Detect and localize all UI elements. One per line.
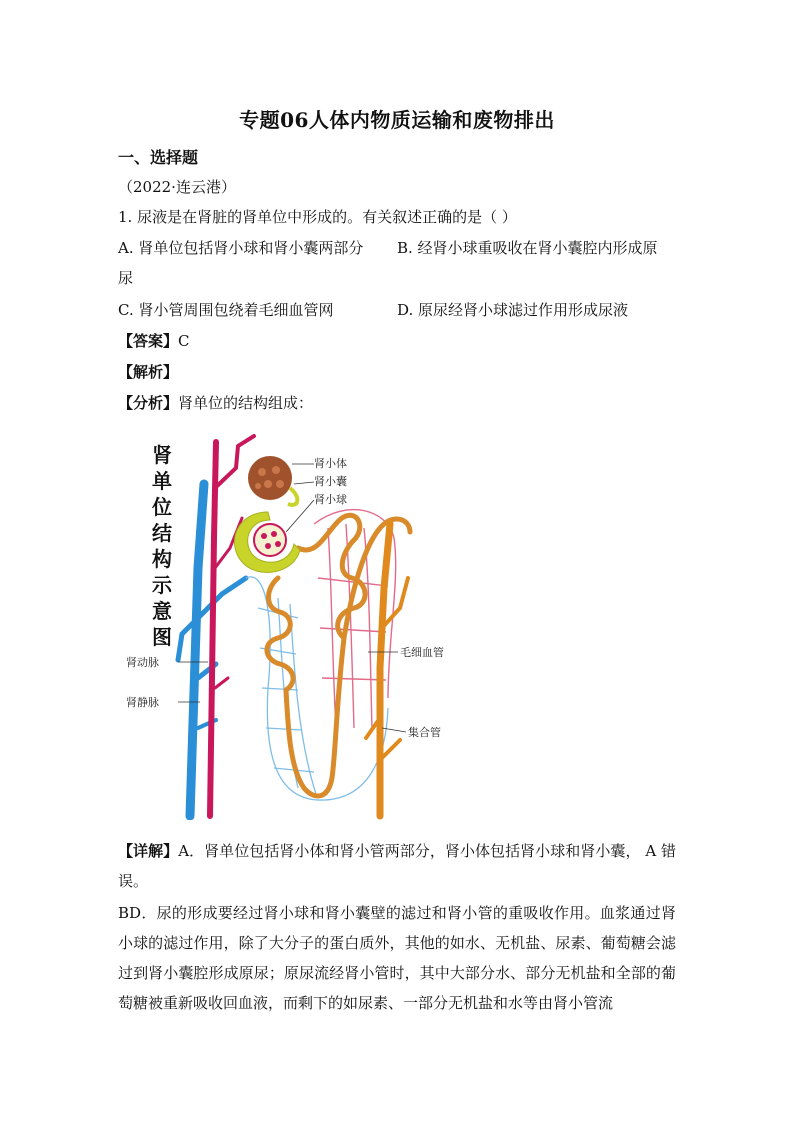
diagram-title-char: 单 bbox=[152, 469, 172, 493]
option-d: D. 原尿经肾小球滤过作用形成尿液 bbox=[397, 301, 629, 319]
answer-line bbox=[118, 331, 190, 351]
option-b-continued: 尿 bbox=[118, 269, 134, 287]
diagram-title-char: 位 bbox=[152, 495, 172, 519]
diagram-title-char: 肾 bbox=[152, 443, 172, 467]
diagram-title-char: 意 bbox=[152, 599, 172, 623]
capillary-network bbox=[246, 577, 388, 800]
detail-paragraph-bd: BD．尿的形成要经过肾小球和肾小囊壁的滤过和肾小管的重吸收作用。血浆通过肾小球的滤过作用，除了大分子的蛋白质外，其他的如水、无机盐、尿素、葡萄糖会滤过到肾小囊腔形成原尿；原尿流经肾小管时，其中大部分水、部分无机盐和全部的葡萄糖被重新吸收回血液，而剩下的如尿素、一部分无机盐和水等由肾小管流 bbox=[118, 904, 676, 1012]
label-renal-vein: 肾静脉 bbox=[126, 696, 159, 709]
renal-corpuscle-enlarged bbox=[248, 456, 297, 505]
section-heading: 一、选择题 bbox=[118, 148, 199, 167]
option-b: B. 经肾小球重吸收在肾小囊腔内形成原 bbox=[397, 239, 658, 257]
bowman-capsule bbox=[234, 512, 300, 572]
question-source: （2022·连云港） bbox=[118, 178, 236, 196]
page-title: 专题06人体内物质运输和废物排出 bbox=[239, 108, 555, 132]
fenxi-label: 【分析】 bbox=[118, 394, 179, 412]
renal-artery bbox=[210, 436, 254, 816]
label-renal-corpuscle: 肾小体 bbox=[314, 457, 347, 470]
diagram-title-char: 结 bbox=[152, 521, 172, 545]
nephron-diagram bbox=[118, 428, 458, 820]
fenxi-text: 肾单位的结构组成： bbox=[178, 394, 314, 412]
diagram-title-char: 图 bbox=[152, 625, 172, 649]
answer-label: 【答案】 bbox=[118, 332, 179, 350]
label-collecting-duct: 集合管 bbox=[408, 726, 441, 739]
detail-paragraph-a bbox=[118, 836, 676, 896]
detail-a-text: A．肾单位包括肾小体和肾小管两部分，肾小体包括肾小球和肾小囊， A 错误。 bbox=[118, 842, 676, 890]
analysis-label: 【解析】 bbox=[118, 363, 179, 381]
label-renal-artery: 肾动脉 bbox=[126, 656, 159, 669]
label-capillaries: 毛细血管 bbox=[400, 646, 444, 659]
option-c: C. 肾小管周围包绕着毛细血管网 bbox=[118, 301, 334, 319]
fenxi-line bbox=[118, 393, 313, 413]
diagram-title-char: 示 bbox=[152, 573, 172, 597]
label-glomerulus: 肾小球 bbox=[314, 493, 347, 506]
detail-label: 【详解】 bbox=[118, 842, 179, 860]
diagram-title-char: 构 bbox=[152, 547, 172, 571]
question-text: 1. 尿液是在肾脏的肾单位中形成的。有关叙述正确的是（ ） bbox=[118, 208, 517, 226]
option-a: A. 肾单位包括肾小球和肾小囊两部分 bbox=[118, 239, 364, 257]
label-bowman-capsule: 肾小囊 bbox=[314, 475, 347, 488]
answer-value: C bbox=[178, 332, 190, 350]
diagram-title bbox=[152, 443, 173, 649]
